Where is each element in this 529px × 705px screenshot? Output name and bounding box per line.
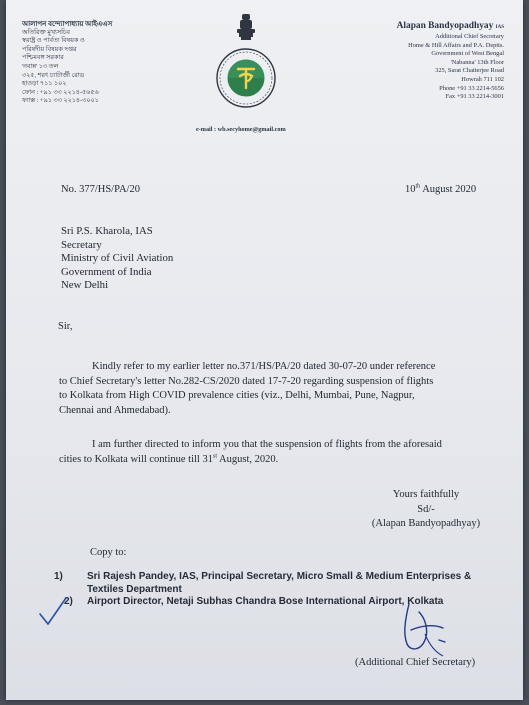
officer-name-text: Alapan Bandyopadhyay [396, 21, 494, 31]
letterhead-english-line: Howrah 711 102 [461, 75, 504, 83]
letterhead-english-line: 'Nabanna' 13th Floor [450, 58, 504, 66]
addressee-line: New Delhi [61, 279, 109, 291]
letterhead-bengali-line: আলাপন বন্দ্যোপাধ্যায় আইএএস [22, 20, 113, 28]
paragraph-2 [59, 438, 497, 467]
letterhead-english-line: Phone +91 33 2214-5656 [439, 84, 504, 92]
footer-designation: (Additional Chief Secretary) [355, 657, 476, 668]
paragraph-line: to Kolkata from High COVID prevalence cities (viz., Delhi, Mumbai, Pune, Nagpur, [59, 390, 415, 402]
letterhead-english-line: Fax +91 33 2214-3001 [445, 93, 504, 101]
paragraph-text: cities to Kolkata will continue till 31 [59, 453, 213, 465]
addressee-line: Secretary [61, 238, 102, 251]
letterhead-english-block [326, 21, 504, 102]
copy-to-label: Copy to: [90, 547, 127, 558]
paragraph-line: Kindly refer to my earlier letter no.371/HS/PA/20 dated 30-07-20 under reference [92, 361, 436, 372]
letterhead-bengali-line: ফ্যাক্স : +৯১ ৩৩ ২২১৪-৩০০১ [22, 97, 99, 105]
paragraph-line: to Chief Secretary's letter No.282-CS/2020 dated 17-7-20 regarding suspension of flights [59, 375, 434, 387]
letterhead-english-line: Government of West Bengal [431, 50, 504, 58]
letterhead-english-line: Home & Hill Affairs and P.A. Deptts. [408, 41, 504, 49]
officer-service-suffix: IAS [495, 25, 504, 30]
letter-page [6, 0, 523, 700]
letter-date [405, 184, 476, 195]
letterhead-email: e-mail : wb.secyhome@gmail.com [196, 126, 286, 133]
addressee-line: Government of India [61, 265, 152, 278]
letterhead-bengali-line: হাওড়া ৭১১ ১০২ [22, 80, 67, 88]
date-month-year: August 2020 [420, 184, 477, 195]
letterhead-bengali-line: পরিষদীয় বিষয়ক দপ্তর [22, 45, 77, 53]
date-suffix: st [212, 453, 217, 460]
date-day: 10 [405, 184, 416, 195]
list-item-text: Airport Director, Netaji Subhas Chandra Bose International Airport, Kolkata [87, 596, 444, 607]
letterhead-bengali-line: পশ্চিমবঙ্গ সরকার [22, 54, 64, 62]
paragraph-1 [59, 360, 497, 418]
letterhead-bengali-block [22, 20, 172, 106]
addressee-line: Sri P.S. Kharola, IAS [61, 225, 153, 237]
letterhead-bengali-line: স্বরাষ্ট্র ও পার্বত্য বিষয়ক ও [22, 37, 85, 45]
addressee-block [61, 225, 173, 293]
letterhead-bengali-line: ৩২৫, শরৎ চ্যাটার্জী রোড [22, 71, 85, 79]
paragraph-text: August, 2020. [217, 453, 279, 465]
letterhead-officer-name [326, 21, 504, 33]
letterhead-english-line: Additional Chief Secretary [435, 33, 504, 40]
list-item-text: Textiles Department [87, 583, 182, 595]
date-suffix: th [415, 183, 421, 190]
letterhead-bengali-line: 'নবান্ন' ১৩ তল [22, 62, 59, 70]
paragraph-line [59, 453, 497, 468]
addressee-line: Ministry of Civil Aviation [61, 252, 174, 264]
closing: Yours faithfully [392, 489, 460, 500]
state-emblem-icon [211, 10, 281, 120]
paragraph-line: I am further directed to inform you that the suspension of flights from the aforesaid [92, 439, 442, 450]
letterhead-bengali-line: অতিরিক্ত মুখ্যসচিব [22, 28, 70, 36]
salutation: Sir, [58, 321, 73, 332]
signature-block [356, 488, 496, 532]
list-item-number: 2) [64, 596, 73, 607]
letterhead-bengali-line: ফোন : +৯১ ৩৩ ২২১৪-৫৬৫৬ [22, 88, 99, 96]
paragraph-line: Chennai and Ahmedabad). [59, 404, 171, 416]
checkmark-icon [36, 592, 76, 632]
signed-mark: Sd/- [417, 503, 435, 515]
list-item-number: 1) [54, 571, 63, 582]
handwritten-signature-icon [381, 600, 461, 660]
list-item-text: Sri Rajesh Pandey, IAS, Principal Secretary, Micro Small & Medium Enterprises & [87, 571, 472, 582]
reference-number: No. 377/HS/PA/20 [61, 184, 140, 195]
signatory-name: (Alapan Bandyopadhyay) [371, 518, 481, 530]
letterhead-english-line: 325, Sarat Chatterjee Road [435, 67, 504, 75]
